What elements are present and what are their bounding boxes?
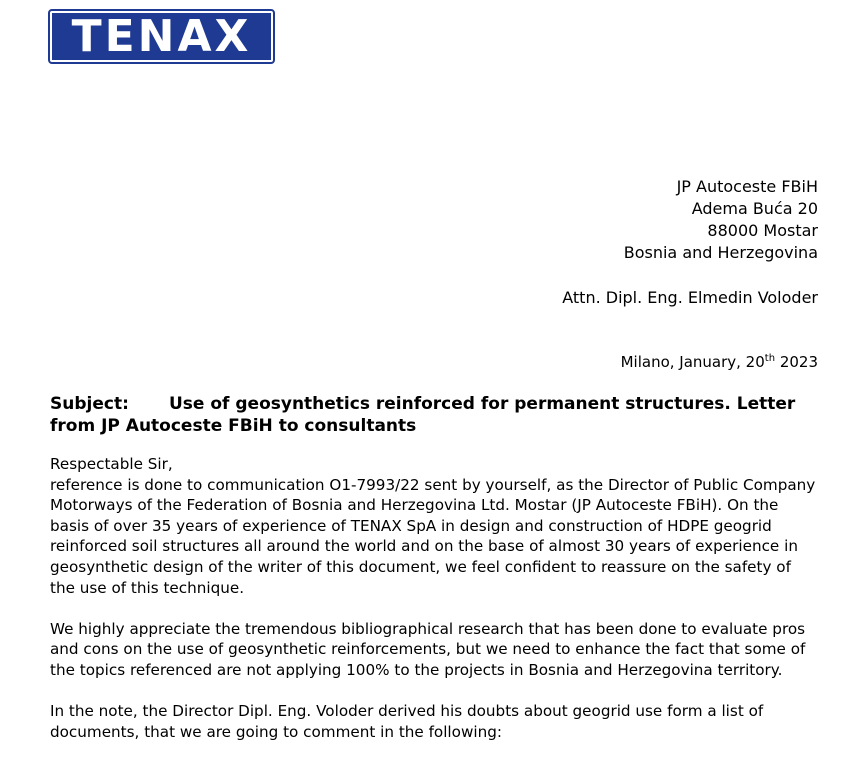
letter-body [50, 454, 820, 763]
date-ordinal: th [764, 353, 776, 364]
date-prefix: Milano, January, 20 [620, 353, 765, 371]
letter-date [621, 351, 818, 373]
recipient-address [624, 176, 818, 264]
company-logo [50, 11, 273, 62]
date-year: 2023 [775, 353, 818, 371]
paragraph-1-text: reference is done to communication O1-7993/22 sent by yourself, as the Director of Public Company Motorways of the Federation of Bosnia and Herzegovina Ltd. Mostar (JP Autoceste FBiH). On the basis of over 35 years of experience of TENAX SpA in design and construction of HDPE geogrid reinforced soil structures all around the world and on the base of almost 30 years of experience in geosynthetic design of the writer of this document, we feel confident to reassure on the safety of the use of this technique. [50, 475, 816, 597]
logo-text: TENAX [71, 10, 252, 62]
salutation: Respectable Sir, [50, 455, 173, 473]
recipient-country: Bosnia and Herzegovina [623, 243, 818, 262]
subject-line [50, 393, 820, 437]
subject-label: Subject: [50, 394, 129, 414]
paragraph-3: In the note, the Director Dipl. Eng. Voloder derived his doubts about geogrid use form a list of documents, that we are going to comment in the following: [50, 702, 764, 741]
paragraph-2: We highly appreciate the tremendous bibliographical research that has been done to evaluate pros and cons on the use of geosynthetic reinforcements, but we need to enhance the fact that some of the topics referenced are not applying 100% to the projects in Bosnia and Herzegovina territory. [50, 619, 806, 679]
recipient-street: Adema Buća 20 [691, 199, 818, 218]
subject-text: Use of geosynthetics reinforced for permanent structures. Letter from JP Autoceste FBiH to consultants [50, 394, 796, 436]
recipient-city: 88000 Mostar [707, 221, 818, 240]
attention-line: Attn. Dipl. Eng. Elmedin Voloder [562, 288, 818, 307]
recipient-name: JP Autoceste FBiH [676, 177, 818, 196]
paragraph-1 [50, 454, 820, 598]
